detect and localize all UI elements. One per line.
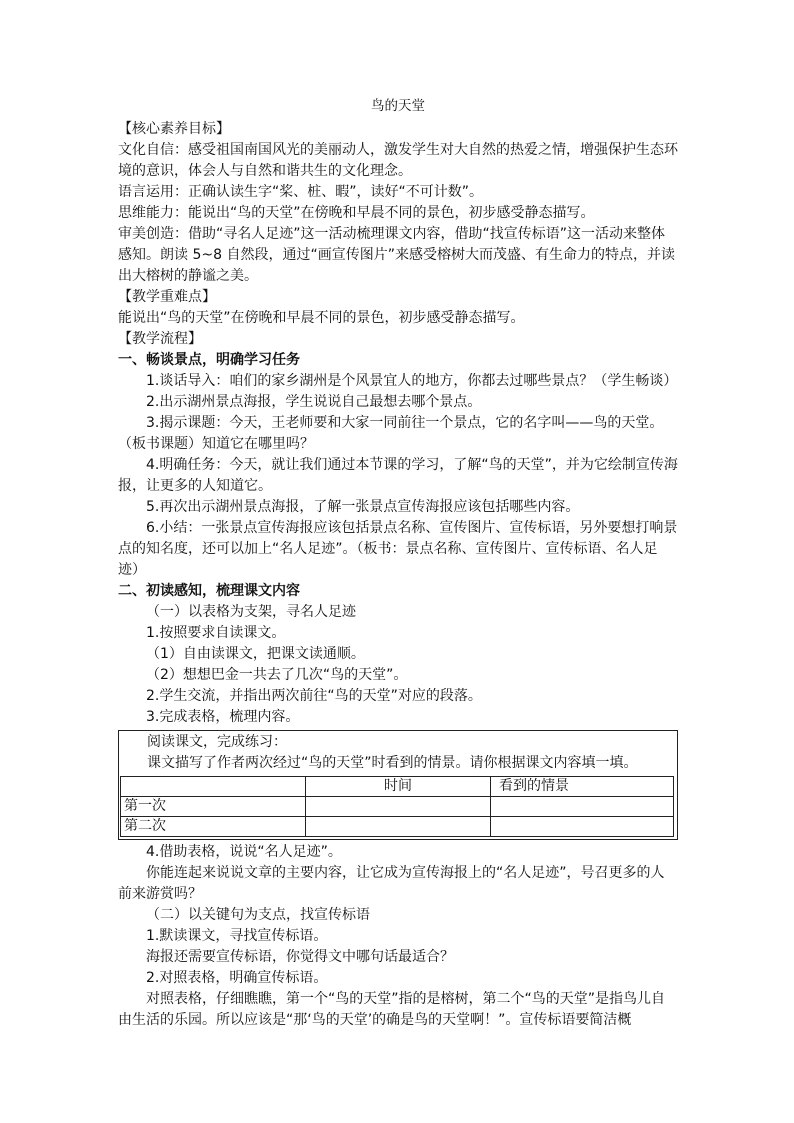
step-1-6: 6.小结：一张景点宣传海报应该包括景点名称、宣传图片、宣传标语，另外要想打响景点的知名度，还可以加上“名人足迹”。（板书：景点名称、宣传图片、宣传标语、名人足迹） <box>118 520 678 578</box>
step-1-1: 1.谈话导入：咱们的家乡湖州是个风景宜人的地方，你都去过哪些景点？（学生畅谈） <box>146 373 678 389</box>
table-cell-scene-input[interactable] <box>491 817 674 837</box>
goal-aesthetic: 审美创造：借助“寻名人足迹”这一活动梳理课文内容，借助“找宣传标语”这一活动来整体感知。朗读 5~8 自然段，通过“画宣传图片”来感受榕树大而茂盛、有生命力的特点，并读出大榕树的静谧之美。 <box>118 226 675 284</box>
step-2-b-2: 2.对照表格，明确宣传标语。 <box>146 970 328 986</box>
table-row <box>121 797 674 817</box>
goal-language: 语言运用：正确认读生字“桨、桩、暇”，读好“不可计数”。 <box>118 184 484 200</box>
subsection-2-a: （一）以表格为支架，寻名人足迹 <box>146 604 356 620</box>
heading-goals: 【核心素养目标】 <box>118 121 230 137</box>
step-1-3: 3.揭示课题：今天，王老师要和大家一同前往一个景点，它的名字叫——鸟的天堂。（板书课题）知道它在哪里吗？ <box>118 415 664 452</box>
exercise-intro: 阅读课文，完成练习： <box>147 734 287 750</box>
table-cell-scene-input[interactable] <box>491 797 674 817</box>
step-2-b-1-question: 海报还需要宣传标语，你觉得文中哪句话最适合？ <box>146 949 454 965</box>
step-1-5: 5.再次出示湖州景点海报，了解一张景点宣传海报应该包括哪些内容。 <box>146 499 580 515</box>
section-2-title: 二、初读感知，梳理课文内容 <box>118 583 300 599</box>
step-1-4: 4.明确任务：今天，就让我们通过本节课的学习，了解“鸟的天堂”，并为它绘制宣传海报，让更多的人知道它。 <box>118 457 678 494</box>
table-header-cell <box>121 777 306 797</box>
table-cell-time-input[interactable] <box>306 817 491 837</box>
step-2-a-1-2: （2）想想巴金一共去了几次“鸟的天堂”。 <box>146 667 408 683</box>
heading-key-points: 【教学重难点】 <box>118 289 216 305</box>
step-2-a-3: 3.完成表格，梳理内容。 <box>146 709 300 725</box>
heading-process: 【教学流程】 <box>118 331 202 347</box>
table-cell: 第一次 <box>121 797 306 817</box>
page-title: 鸟的天堂 <box>371 98 425 114</box>
step-2-a-4-question: 你能连起来说说文章的主要内容，让它成为宣传海报上的“名人足迹”，号召更多的人前来游赏吗？ <box>118 865 665 902</box>
table-cell: 第二次 <box>121 817 306 837</box>
step-2-b-1: 1.默读课文，寻找宣传标语。 <box>146 928 328 944</box>
table-header-cell: 看到的情景 <box>491 777 674 797</box>
document-page <box>118 96 678 1031</box>
exercise-table <box>120 776 674 837</box>
key-points-text: 能说出“鸟的天堂”在傍晚和早晨不同的景色，初步感受静态描写。 <box>118 310 525 326</box>
exercise-box <box>118 730 678 840</box>
goal-culture: 文化自信：感受祖国南国风光的美丽动人，激发学生对大自然的热爱之情，增强保护生态环境的意识，体会人与自然和谐共生的文化理念。 <box>118 142 678 179</box>
step-2-b-2-text: 对照表格，仔细瞧瞧，第一个“鸟的天堂”指的是榕树，第二个“鸟的天堂”是指鸟儿自由生活的乐园。所以应该是“那‘鸟的天堂’的确是鸟的天堂啊！”。宣传标语要简洁概 <box>118 991 666 1028</box>
step-2-a-2: 2.学生交流，并指出两次前往“鸟的天堂”对应的段落。 <box>146 688 482 704</box>
table-header-cell: 时间 <box>306 777 491 797</box>
step-1-2: 2.出示湖州景点海报，学生说说自己最想去哪个景点。 <box>146 394 482 410</box>
step-2-a-1: 1.按照要求自读课文。 <box>146 625 286 641</box>
section-1-title: 一、畅谈景点，明确学习任务 <box>118 352 300 368</box>
table-cell-time-input[interactable] <box>306 797 491 817</box>
exercise-instruction: 课文描写了作者两次经过“鸟的天堂”时看到的情景。请你根据课文内容填一填。 <box>147 755 638 771</box>
table-row <box>121 817 674 837</box>
goal-thinking: 思维能力：能说出“鸟的天堂”在傍晚和早晨不同的景色，初步感受静态描写。 <box>118 205 595 221</box>
table-header-row <box>121 777 674 797</box>
step-2-a-1-1: （1）自由读课文，把课文读通顺。 <box>146 646 365 662</box>
subsection-2-b: （二）以关键句为支点，找宣传标语 <box>146 907 370 923</box>
step-2-a-4: 4.借助表格，说说“名人足迹”。 <box>146 844 342 860</box>
